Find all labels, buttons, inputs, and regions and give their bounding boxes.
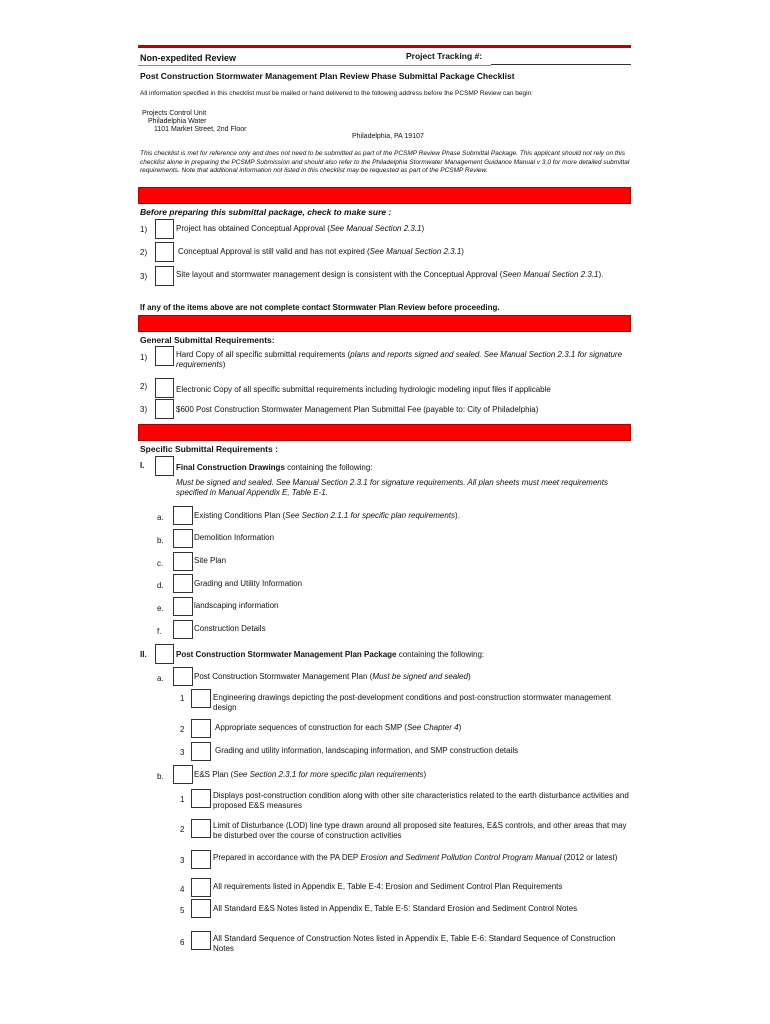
pcsmp-item-text: Grading and utility information, landscaping information, and SMP construction details: [215, 746, 519, 755]
pcsmp-item-num: 3: [180, 748, 185, 757]
section-i-note: Must be signed and sealed. See Manual Section 2.3.1 for signature requirements. All plan sheets must meet requirements specified in Manual Appendix E, Table E-1.: [176, 478, 608, 497]
drawing-item-num: d.: [157, 581, 164, 590]
es-checkbox-6[interactable]: [191, 931, 211, 950]
es-checkbox-5[interactable]: [191, 899, 211, 918]
es-checkbox-4[interactable]: [191, 878, 211, 897]
address-line4: Philadelphia, PA 19107: [352, 133, 424, 140]
pcsmp-checkbox-2[interactable]: [191, 719, 211, 738]
before-checkbox-2[interactable]: [155, 242, 174, 262]
before-heading: Before preparing this submittal package, check to make sure :: [140, 207, 392, 217]
drawing-item-num: b.: [157, 536, 164, 545]
general-item-text: Electronic Copy of all specific submittal requirements including hydrologic modeling input files if applicable: [176, 385, 551, 394]
section-i-checkbox[interactable]: [155, 456, 174, 476]
section-i-title: Final Construction Drawings containing the following:: [176, 463, 373, 472]
pcsmp-item-text: Engineering drawings depicting the post-development conditions and post-construction stormwater management design: [213, 693, 612, 712]
before-item-num: 3): [140, 272, 148, 281]
general-checkbox-2[interactable]: [155, 378, 174, 398]
before-item-num: 1): [140, 225, 148, 234]
drawing-checkbox-b[interactable]: [173, 529, 193, 548]
pcsmp-plan-checkbox[interactable]: [173, 667, 193, 686]
section-bar-general: [138, 315, 631, 332]
drawing-checkbox-d[interactable]: [173, 574, 193, 593]
drawing-item-text: Demolition Information: [194, 533, 275, 542]
pcsmp-item-num: 2: [180, 725, 185, 734]
tracking-input[interactable]: [491, 64, 631, 65]
drawing-item-text: Grading and Utility Information: [194, 579, 303, 588]
pcsmp-checkbox-1[interactable]: [191, 689, 211, 708]
es-checkbox-2[interactable]: [191, 819, 211, 838]
address-line2: Philadelphia Water: [148, 118, 207, 125]
es-item-text: Displays post-construction condition along with other site characteristics related to the earth disturbance activities and proposed E&S measures: [213, 791, 629, 810]
es-checkbox-3[interactable]: [191, 850, 211, 869]
pcsmp-plan-text: Post Construction Stormwater Management Plan (Must be signed and sealed): [194, 672, 471, 681]
es-item-text: All Standard Sequence of Construction Notes listed in Appendix E, Table E-6: Standard Sequence of Construction Notes: [213, 934, 616, 953]
review-type: Non-expedited Review: [140, 53, 237, 63]
es-item-num: 2: [180, 825, 185, 834]
page-title: Post Construction Stormwater Management Plan Review Phase Submittal Package Checklist: [140, 71, 515, 81]
pcsmp-checkbox-3[interactable]: [191, 742, 211, 761]
drawing-item-num: e.: [157, 604, 164, 613]
general-heading: General Submittal Requirements:: [140, 335, 275, 345]
specific-heading: Specific Submittal Requirements :: [140, 444, 278, 454]
es-item-num: 3: [180, 856, 185, 865]
before-warning: If any of the items above are not complete contact Stormwater Plan Review before proceeding.: [140, 303, 500, 312]
es-item-num: 1: [180, 795, 185, 804]
general-checkbox-3[interactable]: [155, 399, 174, 419]
es-plan-checkbox[interactable]: [173, 765, 193, 784]
pcsmp-plan-num: a.: [157, 674, 164, 683]
pcsmp-item-num: 1: [180, 694, 185, 703]
address-line1: Projects Control Unit: [142, 110, 207, 117]
before-item-text: Project has obtained Conceptual Approval (See Manual Section 2.3.1): [176, 224, 425, 233]
es-item-num: 5: [180, 906, 185, 915]
es-item-text: Limit of Disturbance (LOD) line type drawn around all proposed site features, E&S controls, and other areas that may be disturbed over the course of construction activities: [213, 821, 627, 840]
general-item-num: 1): [140, 353, 148, 362]
tracking-label: Project Tracking #:: [406, 51, 483, 61]
es-plan-text: E&S Plan (See Section 2.3.1 for more specific plan requirements): [194, 770, 427, 779]
section-bar-before: [138, 187, 631, 204]
before-item-text: Site layout and stormwater management design is consistent with the Conceptual Approval (Seen Manual Section 2.3.1).: [176, 270, 604, 279]
drawing-checkbox-f[interactable]: [173, 620, 193, 639]
address-line3: 1101 Market Street, 2nd Floor: [154, 126, 247, 133]
before-checkbox-3[interactable]: [155, 266, 174, 286]
drawing-item-text: Construction Details: [194, 624, 266, 633]
section-ii-title: Post Construction Stormwater Management Plan Package containing the following:: [176, 650, 485, 659]
drawing-item-text: Existing Conditions Plan (See Section 2.1.1 for specific plan requirements).: [194, 511, 460, 520]
es-checkbox-1[interactable]: [191, 789, 211, 808]
es-item-text: All Standard E&S Notes listed in Appendix E, Table E-5: Standard Erosion and Sediment Control Notes: [213, 904, 578, 913]
drawing-item-num: f.: [157, 627, 162, 636]
drawing-item-text: Site Plan: [194, 556, 227, 565]
es-item-num: 6: [180, 938, 185, 947]
header-divider: [138, 65, 491, 66]
general-checkbox-1[interactable]: [155, 346, 174, 366]
before-item-text: Conceptual Approval is still valid and has not expired (See Manual Section 2.3.1): [178, 247, 464, 256]
general-item-num: 2): [140, 382, 148, 391]
section-ii-checkbox[interactable]: [155, 644, 174, 664]
general-item-text: $600 Post Construction Stormwater Management Plan Submittal Fee (payable to: City of Philadelphia): [176, 405, 539, 414]
section-bar-specific: [138, 424, 631, 441]
drawing-item-num: a.: [157, 513, 164, 522]
intro-text: All information specified in this checklist must be mailed or hand delivered to the following address before the PCSMP Review can begin:: [140, 90, 533, 97]
es-item-text: All requirements listed in Appendix E, Table E-4: Erosion and Sediment Control Plan Requirements: [213, 882, 563, 891]
drawing-checkbox-a[interactable]: [173, 506, 193, 525]
before-item-num: 2): [140, 248, 148, 257]
section-i-num: I.: [140, 461, 145, 470]
before-checkbox-1[interactable]: [155, 219, 174, 239]
es-item-text: Prepared in accordance with the PA DEP Erosion and Sediment Pollution Control Program Manual (2012 or latest): [213, 853, 618, 862]
drawing-checkbox-e[interactable]: [173, 597, 193, 616]
drawing-item-num: c.: [157, 559, 164, 568]
top-rule: [138, 45, 631, 48]
pcsmp-item-text: Appropriate sequences of construction for each SMP (See Chapter 4): [215, 723, 462, 732]
general-item-text: Hard Copy of all specific submittal requirements (plans and reports signed and sealed. See Manual Section 2.3.1 for signature requirements): [176, 350, 623, 369]
section-ii-num: II.: [140, 650, 147, 659]
drawing-item-text: landscaping information: [194, 601, 279, 610]
es-plan-num: b.: [157, 772, 164, 781]
disclaimer-text: This checklist is met for reference only and does not need to be submitted as part of the PCSMP Review Phase Submittal Package. This applicant should not rely on this checklist alone in preparing the PCSMP Submission and should also refer to the Philadelphia Stormwater Management Guidance Manual v 3.0 for more detailed submittal requirements. Note that additional information not listed in this checklist may be requested as part of the PCSMP Review.: [140, 150, 630, 174]
general-item-num: 3): [140, 405, 148, 414]
drawing-checkbox-c[interactable]: [173, 552, 193, 571]
es-item-num: 4: [180, 885, 185, 894]
